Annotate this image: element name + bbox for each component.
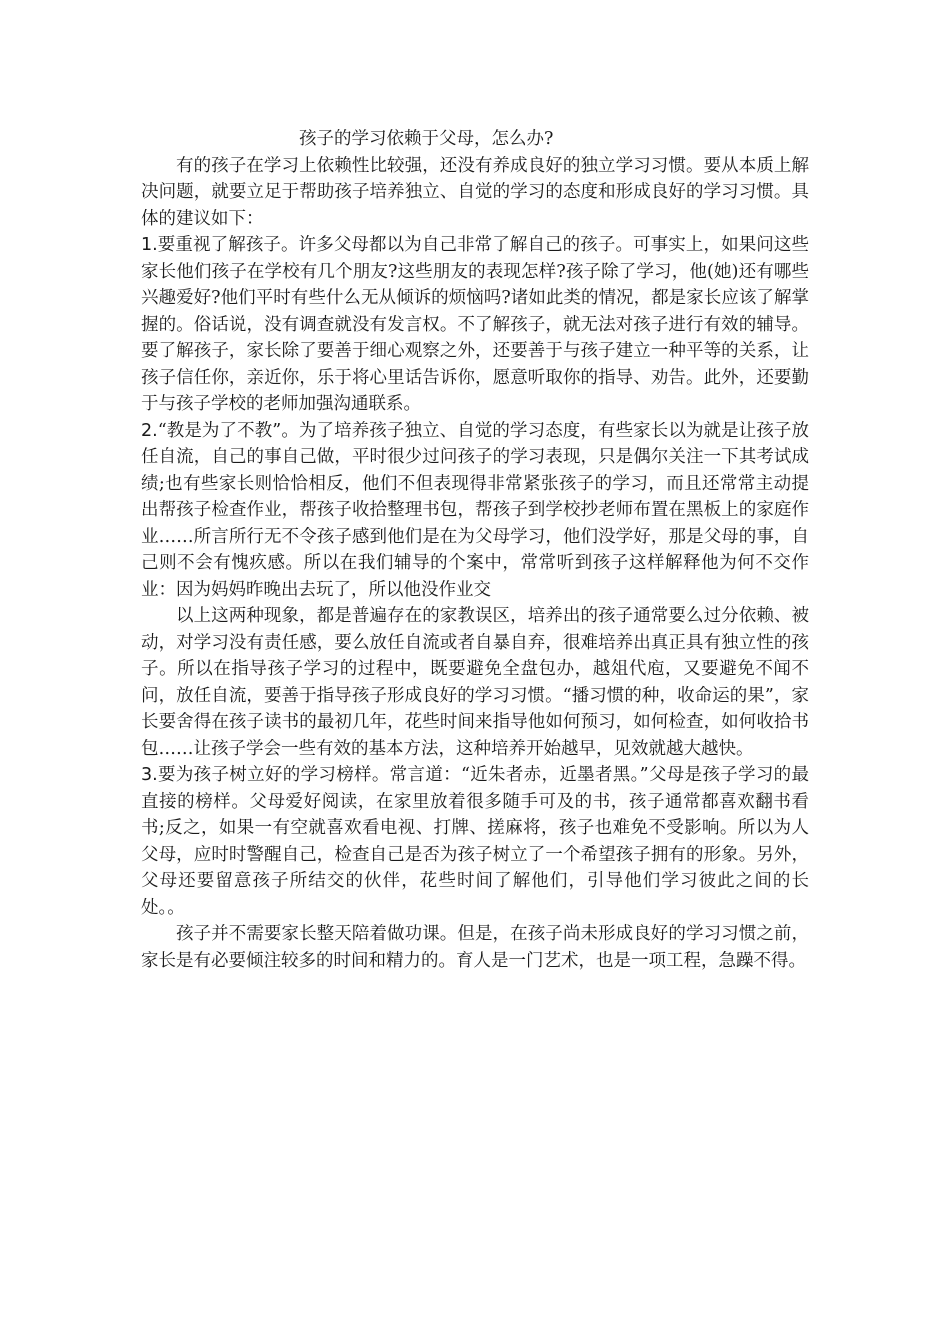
document-title: 孩子的学习依赖于父母，怎么办? — [299, 129, 554, 149]
point-3-number: 3. — [141, 765, 158, 785]
middle-paragraph: 以上这两种现象，都是普遍存在的家教误区，培养出的孩子通常要么过分依赖、被动，对学习没有责任感，要么放任自流或者自暴自弃，很难培养出真正具有独立性的孩子。所以在指导孩子学习的过程中，既要避免全盘包办，越俎代庖，又要避免不闻不问，放任自流，要善于指导孩子形成良好的学习习惯。“播习惯的种，收命运的果”，家长要舍得在孩子读书的最初几年，花些时间来指导他如何预习，如何检查，如何收拾书包……让孩子学会一些有效的基本方法，这种培养开始越早，见效就越大越快。 — [141, 606, 809, 759]
point-3-text: 要为孩子树立好的学习榜样。常言道：“近朱者赤，近墨者黑。”父母是孩子学习的最直接的榜样。父母爱好阅读，在家里放着很多随手可及的书，孩子通常都喜欢翻书看书;反之，如果一有空就喜欢看电视、打牌、搓麻将，孩子也难免不受影响。所以为人父母，应时时警醒自己，检查自己是否为孩子树立了一个希望孩子拥有的形象。另外，父母还要留意孩子所结交的伙伴，花些时间了解他们，引导他们学习彼此之间的长处。。 — [141, 765, 809, 918]
point-3-paragraph — [141, 762, 809, 921]
point-2-paragraph — [141, 418, 809, 604]
point-2-number: 2. — [141, 420, 158, 441]
conclusion-paragraph: 孩子并不需要家长整天陪着做功课。但是，在孩子尚未形成良好的学习习惯之前，家长是有必要倾注较多的时间和精力的。育人是一门艺术，也是一项工程，急躁不得。 — [141, 924, 809, 971]
point-1-number: 1. — [141, 235, 158, 255]
point-2-text: “教是为了不教”。为了培养孩子独立、自觉的学习态度，有些家长以为就是让孩子放任自流，自己的事自己做，平时很少过问孩子的学习表现，只是偶尔关注一下其考试成绩;也有些家长则恰恰相反，他们不但表现得非常紧张孩子的学习，而且还常常主动提出帮孩子检查作业，帮孩子收拾整理书包，帮孩子到学校抄老师布置在黑板上的家庭作业……所言所行无不令孩子感到他们是在为父母学习，他们没学好，那是父母的事，自己则不会有愧疚感。所以在我们辅导的个案中，常常听到孩子这样解释他为何不交作业：因为妈妈昨晚出去玩了，所以他没作业交 — [141, 420, 809, 600]
point-1-text: 要重视了解孩子。许多父母都以为自己非常了解自己的孩子。可事实上，如果问这些家长他们孩子在学校有几个朋友?这些朋友的表现怎样?孩子除了学习，他(她)还有哪些兴趣爱好?他们平时有些什么无从倾诉的烦恼吗?诸如此类的情况，都是家长应该了解掌握的。俗话说，没有调查就没有发言权。不了解孩子，就无法对孩子进行有效的辅导。要了解孩子，家长除了要善于细心观察之外，还要善于与孩子建立一种平等的关系，让孩子信任你，亲近你，乐于将心里话告诉你，愿意听取你的指导、劝告。此外，还要勤于与孩子学校的老师加强沟通联系。 — [141, 235, 809, 414]
document-page — [141, 118, 809, 974]
intro-paragraph: 有的孩子在学习上依赖性比较强，还没有养成良好的独立学习习惯。要从本质上解决问题，就要立足于帮助孩子培养独立、自觉的学习的态度和形成良好的学习习惯。具体的建议如下： — [141, 155, 809, 229]
point-1-paragraph — [141, 232, 809, 418]
